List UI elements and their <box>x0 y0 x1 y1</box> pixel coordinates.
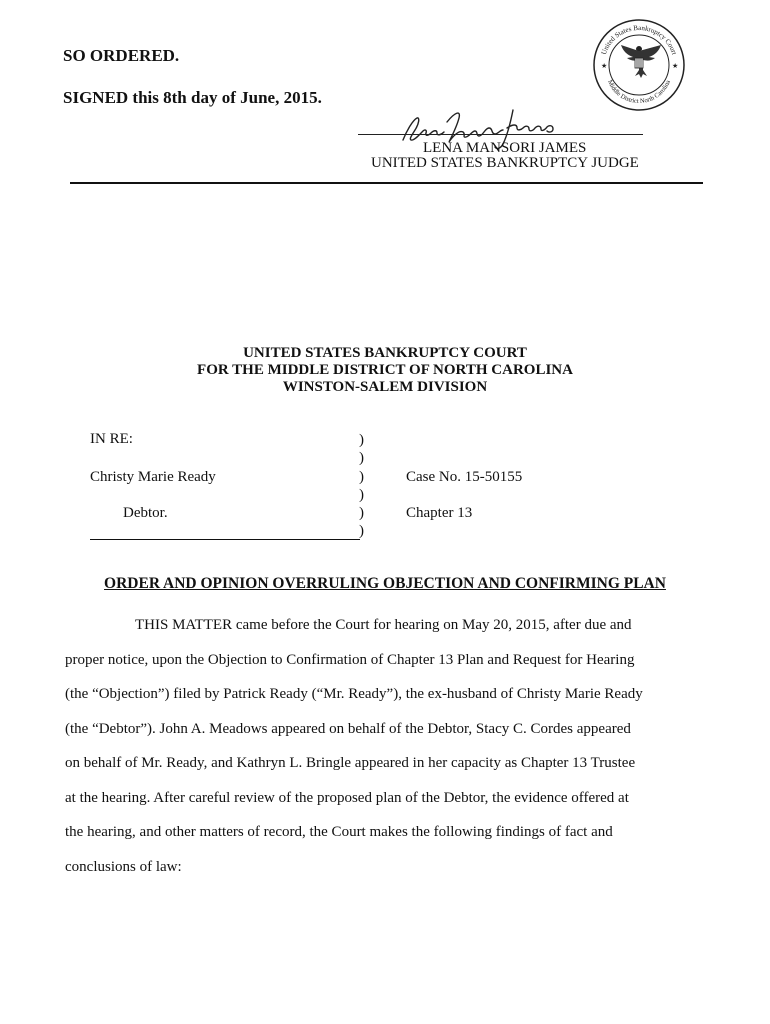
caption-paren: ) <box>359 505 364 521</box>
order-body <box>65 608 690 884</box>
court-division: WINSTON-SALEM DIVISION <box>282 379 488 395</box>
body-line: at the hearing. After careful review of the proposed plan of the Debtor, the evidence offered at <box>65 789 629 806</box>
body-line: THIS MATTER came before the Court for hearing on May 20, 2015, after due and <box>135 617 632 633</box>
judge-name: LENA MANSORI JAMES <box>423 140 587 156</box>
body-line: the hearing, and other matters of record, the Court makes the following findings of fact and <box>65 824 613 840</box>
caption-debtor-label: Debtor. <box>123 505 168 521</box>
caption-case-number: Case No. 15-50155 <box>406 469 523 485</box>
judge-title: UNITED STATES BANKRUPTCY JUDGE <box>371 155 639 171</box>
court-name-line2: FOR THE MIDDLE DISTRICT OF NORTH CAROLINA <box>197 362 573 378</box>
body-line: on behalf of Mr. Ready, and Kathryn L. Bringle appeared in her capacity as Chapter 13 Trustee <box>65 755 636 771</box>
body-line: (the “Debtor”). John A. Meadows appeared on behalf of the Debtor, Stacy C. Cordes appeared <box>65 720 631 737</box>
caption-paren: ) <box>359 469 364 485</box>
body-line: proper notice, upon the Objection to Confirmation of Chapter 13 Plan and Request for Hearing <box>65 651 635 668</box>
so-ordered-heading: SO ORDERED. <box>63 46 180 65</box>
court-seal-icon <box>592 18 686 112</box>
seal-top-text: United States Bankruptcy Court <box>599 23 679 56</box>
signature-line <box>358 134 643 135</box>
order-title: ORDER AND OPINION OVERRULING OBJECTION AND CONFIRMING PLAN <box>104 575 666 592</box>
caption-paren: ) <box>359 487 364 503</box>
svg-text:★: ★ <box>672 62 679 70</box>
caption-in-re: IN RE: <box>90 431 133 447</box>
caption-paren: ) <box>359 450 364 466</box>
caption-chapter: Chapter 13 <box>406 505 473 521</box>
caption-debtor-name: Christy Marie Ready <box>90 469 216 485</box>
signed-date-line: SIGNED this 8th day of June, 2015. <box>63 88 322 107</box>
header-divider <box>70 182 703 184</box>
seal-bottom-text: Middle District North Carolina <box>605 79 672 106</box>
court-name-line1: UNITED STATES BANKRUPTCY COURT <box>243 345 527 361</box>
caption-paren: ) <box>359 432 364 448</box>
body-line: (the “Objection”) filed by Patrick Ready (“Mr. Ready”), the ex-husband of Christy Marie Ready <box>65 686 643 702</box>
caption-underline <box>90 539 360 540</box>
svg-text:Middle District North Carolina <box>606 79 672 105</box>
svg-text:★: ★ <box>601 62 608 70</box>
caption-paren: ) <box>359 523 364 539</box>
body-line: conclusions of law: <box>65 858 182 875</box>
